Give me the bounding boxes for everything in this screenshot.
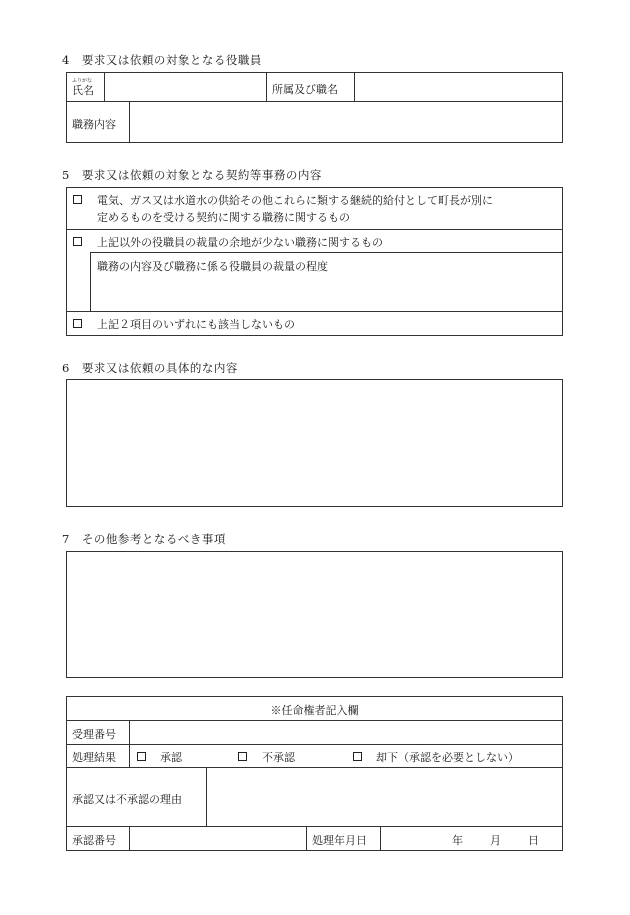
authority-header: ※任命権者記入欄 bbox=[270, 704, 359, 717]
receipt-number-field[interactable] bbox=[130, 721, 562, 743]
divider bbox=[90, 252, 563, 253]
month-label: 月 bbox=[490, 834, 501, 847]
divider bbox=[66, 229, 563, 230]
option-utility-label-line2: 定めるものを受ける契約に関する職務に関するもの bbox=[97, 211, 350, 224]
duties-field[interactable] bbox=[130, 102, 562, 142]
name-label: 氏名 bbox=[72, 84, 94, 97]
section-4-title: 4 要求又は依頼の対象となる役職員 bbox=[62, 53, 262, 67]
divider bbox=[66, 744, 563, 745]
processing-date-label: 処理年月日 bbox=[312, 834, 367, 847]
disapprove-label: 不承認 bbox=[262, 751, 295, 764]
name-field[interactable] bbox=[105, 73, 265, 100]
approval-number-label: 承認番号 bbox=[72, 834, 116, 847]
day-label: 日 bbox=[528, 834, 539, 847]
reject-checkbox[interactable] bbox=[353, 752, 362, 761]
section-5-title: 5 要求又は依頼の対象となる契約等事務の内容 bbox=[62, 168, 322, 182]
divider bbox=[266, 72, 267, 101]
option-none-checkbox[interactable] bbox=[73, 319, 82, 328]
option-low-discretion-checkbox[interactable] bbox=[73, 237, 82, 246]
divider bbox=[306, 826, 307, 851]
result-label: 処理結果 bbox=[72, 751, 116, 764]
reason-field[interactable] bbox=[207, 768, 562, 825]
duties-label: 職務内容 bbox=[72, 118, 116, 131]
section-7-title: 7 その他参考となるべき事項 bbox=[62, 532, 226, 546]
divider bbox=[66, 311, 563, 312]
approve-label: 承認 bbox=[160, 751, 182, 764]
section-6-title: 6 要求又は依頼の具体的な内容 bbox=[62, 361, 238, 375]
specific-content-field[interactable] bbox=[66, 379, 563, 507]
year-label: 年 bbox=[452, 834, 463, 847]
option-utility-checkbox[interactable] bbox=[73, 195, 82, 204]
affiliation-label: 所属及び職名 bbox=[272, 83, 338, 96]
reason-label: 承認又は不承認の理由 bbox=[72, 793, 182, 806]
other-matters-field[interactable] bbox=[66, 551, 563, 678]
reject-label: 却下（承認を必要としない） bbox=[376, 751, 519, 764]
option-none-label: 上記２項目のいずれにも該当しないもの bbox=[97, 318, 295, 331]
receipt-number-label: 受理番号 bbox=[72, 728, 116, 741]
option-utility-label-line1: 電気、ガス又は水道水の供給その他これらに類する継続的給付として町長が別に bbox=[97, 194, 493, 207]
option-low-discretion-label: 上記以外の役職員の裁量の余地が少ない職務に関するもの bbox=[97, 236, 383, 249]
discretion-detail-field[interactable] bbox=[91, 274, 562, 310]
furigana-label: ふりがな bbox=[72, 78, 93, 84]
affiliation-field[interactable] bbox=[355, 73, 562, 100]
disapprove-checkbox[interactable] bbox=[238, 752, 247, 761]
approve-checkbox[interactable] bbox=[137, 752, 146, 761]
discretion-detail-label: 職務の内容及び職務に係る役職員の裁量の程度 bbox=[97, 260, 328, 273]
approval-number-field[interactable] bbox=[130, 827, 305, 850]
